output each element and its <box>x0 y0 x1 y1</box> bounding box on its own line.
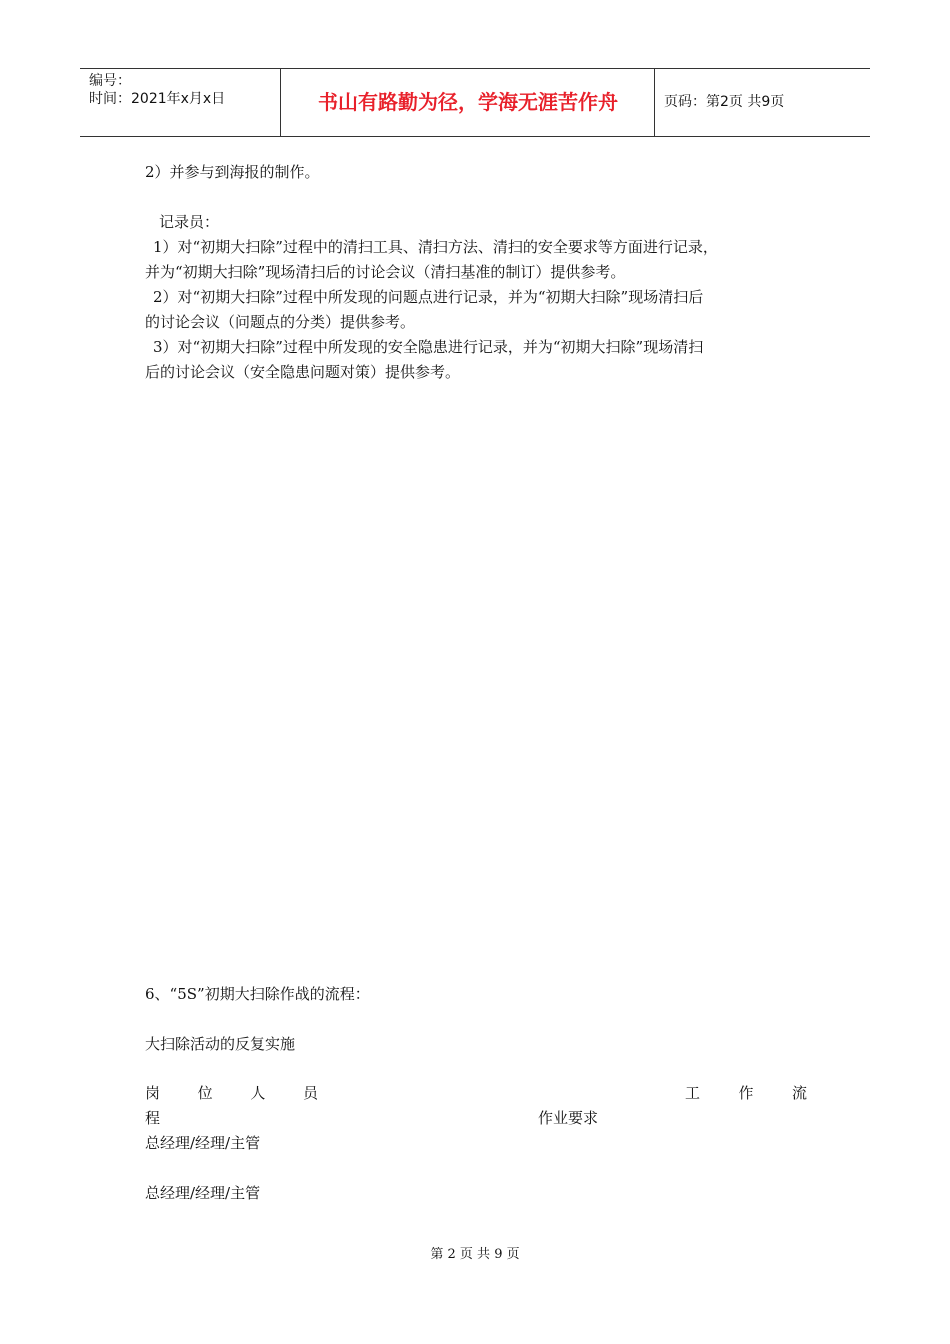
role-char: 人 <box>250 1084 266 1102</box>
manager-line-2: 总经理/经理/主管 <box>145 1184 261 1202</box>
role-char: 员 <box>302 1084 318 1102</box>
header-motto: 书山有路勤为径，学海无涯苦作舟 <box>282 69 655 136</box>
flow-char: 作 <box>738 1084 754 1102</box>
number-label: 编号： <box>89 73 131 89</box>
time-label: 时间：2021年x月x日 <box>89 91 226 107</box>
header-meta <box>80 69 281 136</box>
recorder-item-1a: 1）对“初期大扫除”过程中的清扫工具、清扫方法、清扫的安全要求等方面进行记录， <box>153 238 718 256</box>
recorder-item-2b: 的讨论会议（问题点的分类）提供参考。 <box>145 313 416 331</box>
roles-header-row <box>145 1083 807 1103</box>
section-6-heading: 6、“5S”初期大扫除作战的流程： <box>145 985 370 1003</box>
flow-char: 流 <box>791 1084 807 1102</box>
recorder-item-1b: 并为“初期大扫除”现场清扫后的讨论会议（清扫基准的制订）提供参考。 <box>145 263 626 281</box>
role-char: 位 <box>197 1084 213 1102</box>
role-label <box>145 1083 318 1103</box>
recorder-item-3a: 3）对“初期大扫除”过程中所发现的安全隐患进行记录，并为“初期大扫除”现场清扫 <box>153 338 704 356</box>
manager-line-1: 总经理/经理/主管 <box>145 1134 261 1152</box>
role-char: 岗 <box>145 1084 161 1102</box>
roles-header-row-2 <box>145 1108 807 1128</box>
page-footer: 第 2 页 共 9 页 <box>430 1247 520 1262</box>
flow-tail: 程 <box>145 1109 161 1127</box>
flow-label <box>685 1083 807 1103</box>
requirement-label: 作业要求 <box>538 1109 599 1127</box>
flow-char: 工 <box>685 1084 701 1102</box>
header-page-label: 页码：第2页 共9页 <box>664 94 785 110</box>
recorder-item-2a: 2）对“初期大扫除”过程中所发现的问题点进行记录，并为“初期大扫除”现场清扫后 <box>153 288 704 306</box>
recorder-title: 记录员： <box>159 213 220 231</box>
recorder-item-3b: 后的讨论会议（安全隐患问题对策）提供参考。 <box>145 363 461 381</box>
page-header <box>80 68 870 137</box>
activity-line: 大扫除活动的反复实施 <box>145 1035 296 1053</box>
line-1: 2）并参与到海报的制作。 <box>145 163 320 181</box>
roles-header <box>145 1083 807 1128</box>
